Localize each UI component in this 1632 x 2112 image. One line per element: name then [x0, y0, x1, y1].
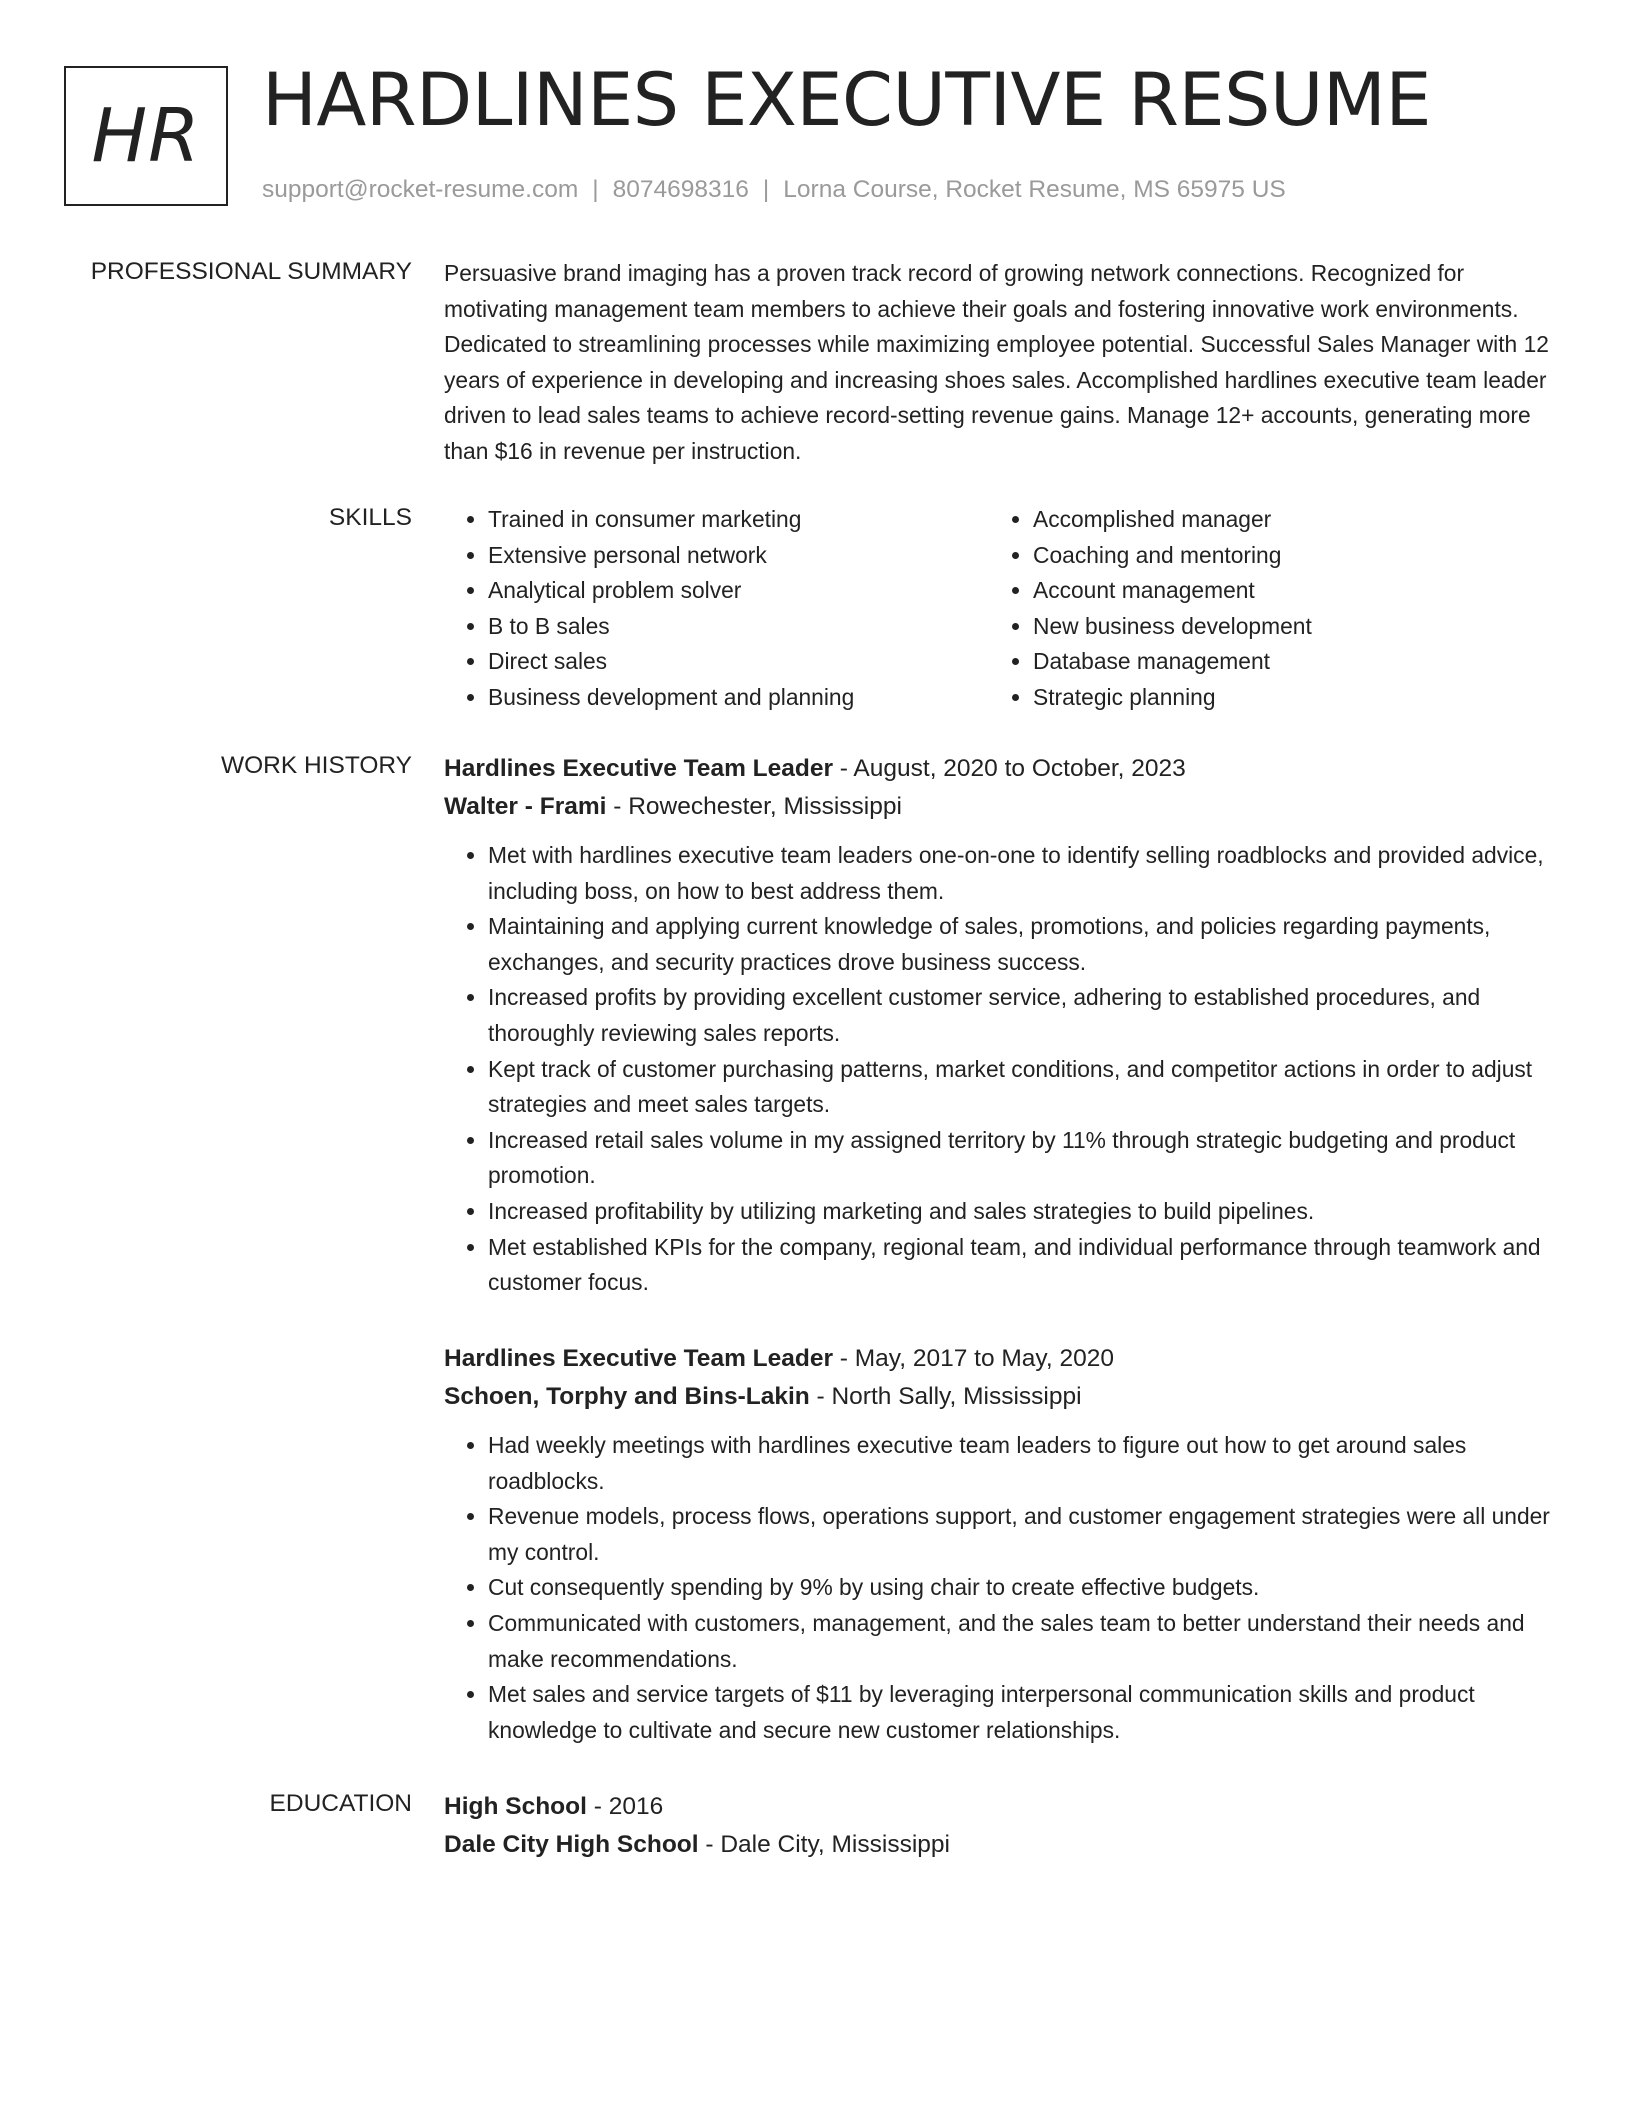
- job-bullet: • Increased profitability by utilizing marketing and sales strategies to build pipelines.: [488, 1194, 1554, 1230]
- job-bullets: [444, 1428, 1554, 1748]
- section-label-work: WORK HISTORY: [220, 752, 412, 779]
- summary-text: Persuasive brand imaging has a proven track record of growing network connections. Recognized for motivating management team members to achieve their goals and fostering innovative work environments. Dedicated to streamlining processes while maximizing employee potential. Successful Sales Manager with 12 years of experience in developing and increasing shoes sales. Accomplished hardlines executive team leader driven to lead sales teams to achieve record-setting revenue gains. Manage 12+ accounts, generating more than $16 in revenue per instruction.: [444, 260, 1549, 464]
- skills-list-right: [989, 502, 1534, 716]
- contact-separator: |: [592, 176, 599, 203]
- job-entry: [444, 750, 1554, 1301]
- skill-item: • Analytical problem solver: [488, 573, 989, 609]
- skill-item: • Extensive personal network: [488, 538, 989, 574]
- contact-line: [262, 174, 1286, 206]
- skill-item: • Account management: [1033, 573, 1534, 609]
- job-company: Schoen, Torphy and Bins-Lakin: [444, 1383, 810, 1410]
- job-location: - Rowechester, Mississippi: [606, 793, 902, 820]
- job-title: Hardlines Executive Team Leader: [444, 755, 833, 782]
- education-degree: High School: [444, 1793, 587, 1820]
- job-bullet: • Met established KPIs for the company, regional team, and individual performance through teamwork and customer focus.: [488, 1230, 1554, 1301]
- skill-item: • B to B sales: [488, 609, 989, 645]
- section-label-summary: PROFESSIONAL SUMMARY: [90, 258, 412, 285]
- skills-content: [444, 502, 1554, 716]
- contact-email: support@rocket-resume.com: [262, 176, 579, 203]
- skill-item: • Trained in consumer marketing: [488, 502, 989, 538]
- job-bullet: • Met with hardlines executive team leaders one-on-one to identify selling roadblocks and provided advice, including boss, on how to best address them.: [488, 838, 1554, 909]
- job-bullet: • Kept track of customer purchasing patterns, market conditions, and competitor actions in order to adjust strategies and meet sales targets.: [488, 1052, 1554, 1123]
- education-school: Dale City High School: [444, 1831, 699, 1858]
- job-company-line: [444, 1378, 1554, 1416]
- skill-item: • New business development: [1033, 609, 1534, 645]
- skill-item: • Coaching and mentoring: [1033, 538, 1534, 574]
- job-bullet: • Increased retail sales volume in my assigned territory by 11% through strategic budgeting and product promotion.: [488, 1123, 1554, 1194]
- job-dates: - May, 2017 to May, 2020: [833, 1345, 1114, 1372]
- education-year: - 2016: [586, 1793, 664, 1820]
- job-bullet: • Increased profits by providing excellent customer service, adhering to established procedures, and thoroughly reviewing sales reports.: [488, 980, 1554, 1051]
- skills-column-right: [989, 502, 1534, 716]
- summary-content: [444, 256, 1554, 470]
- job-title-line: [444, 1340, 1554, 1378]
- job-company: Walter - Frami: [444, 793, 607, 820]
- monogram-initials: HR: [91, 93, 201, 179]
- education-school-line: [444, 1826, 1554, 1864]
- contact-separator: |: [762, 176, 770, 203]
- job-bullet: • Revenue models, process flows, operations support, and customer engagement strategies were all under my control.: [488, 1499, 1554, 1570]
- education-degree-line: [444, 1788, 1554, 1826]
- skills-column-left: [444, 502, 989, 716]
- job-bullets: [444, 838, 1554, 1301]
- section-label-education: EDUCATION: [269, 1790, 412, 1817]
- job-title-line: [444, 750, 1554, 788]
- education-location: - Dale City, Mississippi: [698, 1831, 950, 1858]
- skills-list-left: [444, 502, 989, 716]
- section-label-skills: SKILLS: [328, 504, 412, 531]
- skill-item: • Accomplished manager: [1033, 502, 1534, 538]
- skills-grid: [444, 502, 1554, 716]
- job-bullet: • Communicated with customers, management, and the sales team to better understand their needs and make recommendations.: [488, 1606, 1554, 1677]
- job-bullet: • Met sales and service targets of $11 by leveraging interpersonal communication skills and product knowledge to cultivate and secure new customer relationships.: [488, 1677, 1554, 1748]
- skill-item: • Database management: [1033, 644, 1534, 680]
- job-bullet: • Cut consequently spending by 9% by using chair to create effective budgets.: [488, 1570, 1554, 1606]
- job-bullet: • Maintaining and applying current knowledge of sales, promotions, and policies regarding payments, exchanges, and security practices drove business success.: [488, 909, 1554, 980]
- job-dates: - August, 2020 to October, 2023: [833, 755, 1186, 782]
- education-entry: [444, 1788, 1554, 1864]
- skill-item: • Business development and planning: [488, 680, 989, 716]
- job-location: - North Sally, Mississippi: [809, 1383, 1082, 1410]
- contact-address: Lorna Course, Rocket Resume, MS 65975 US: [783, 176, 1286, 203]
- resume-title: HARDLINES EXECUTIVE RESUME: [262, 58, 1432, 143]
- contact-phone: 8074698316: [612, 176, 749, 203]
- job-company-line: [444, 788, 1554, 826]
- skill-item: • Direct sales: [488, 644, 989, 680]
- job-bullet: • Had weekly meetings with hardlines executive team leaders to figure out how to get around sales roadblocks.: [488, 1428, 1554, 1499]
- monogram-box: [64, 66, 228, 206]
- skill-item: • Strategic planning: [1033, 680, 1534, 716]
- job-entry: [444, 1340, 1554, 1748]
- job-title: Hardlines Executive Team Leader: [444, 1345, 833, 1372]
